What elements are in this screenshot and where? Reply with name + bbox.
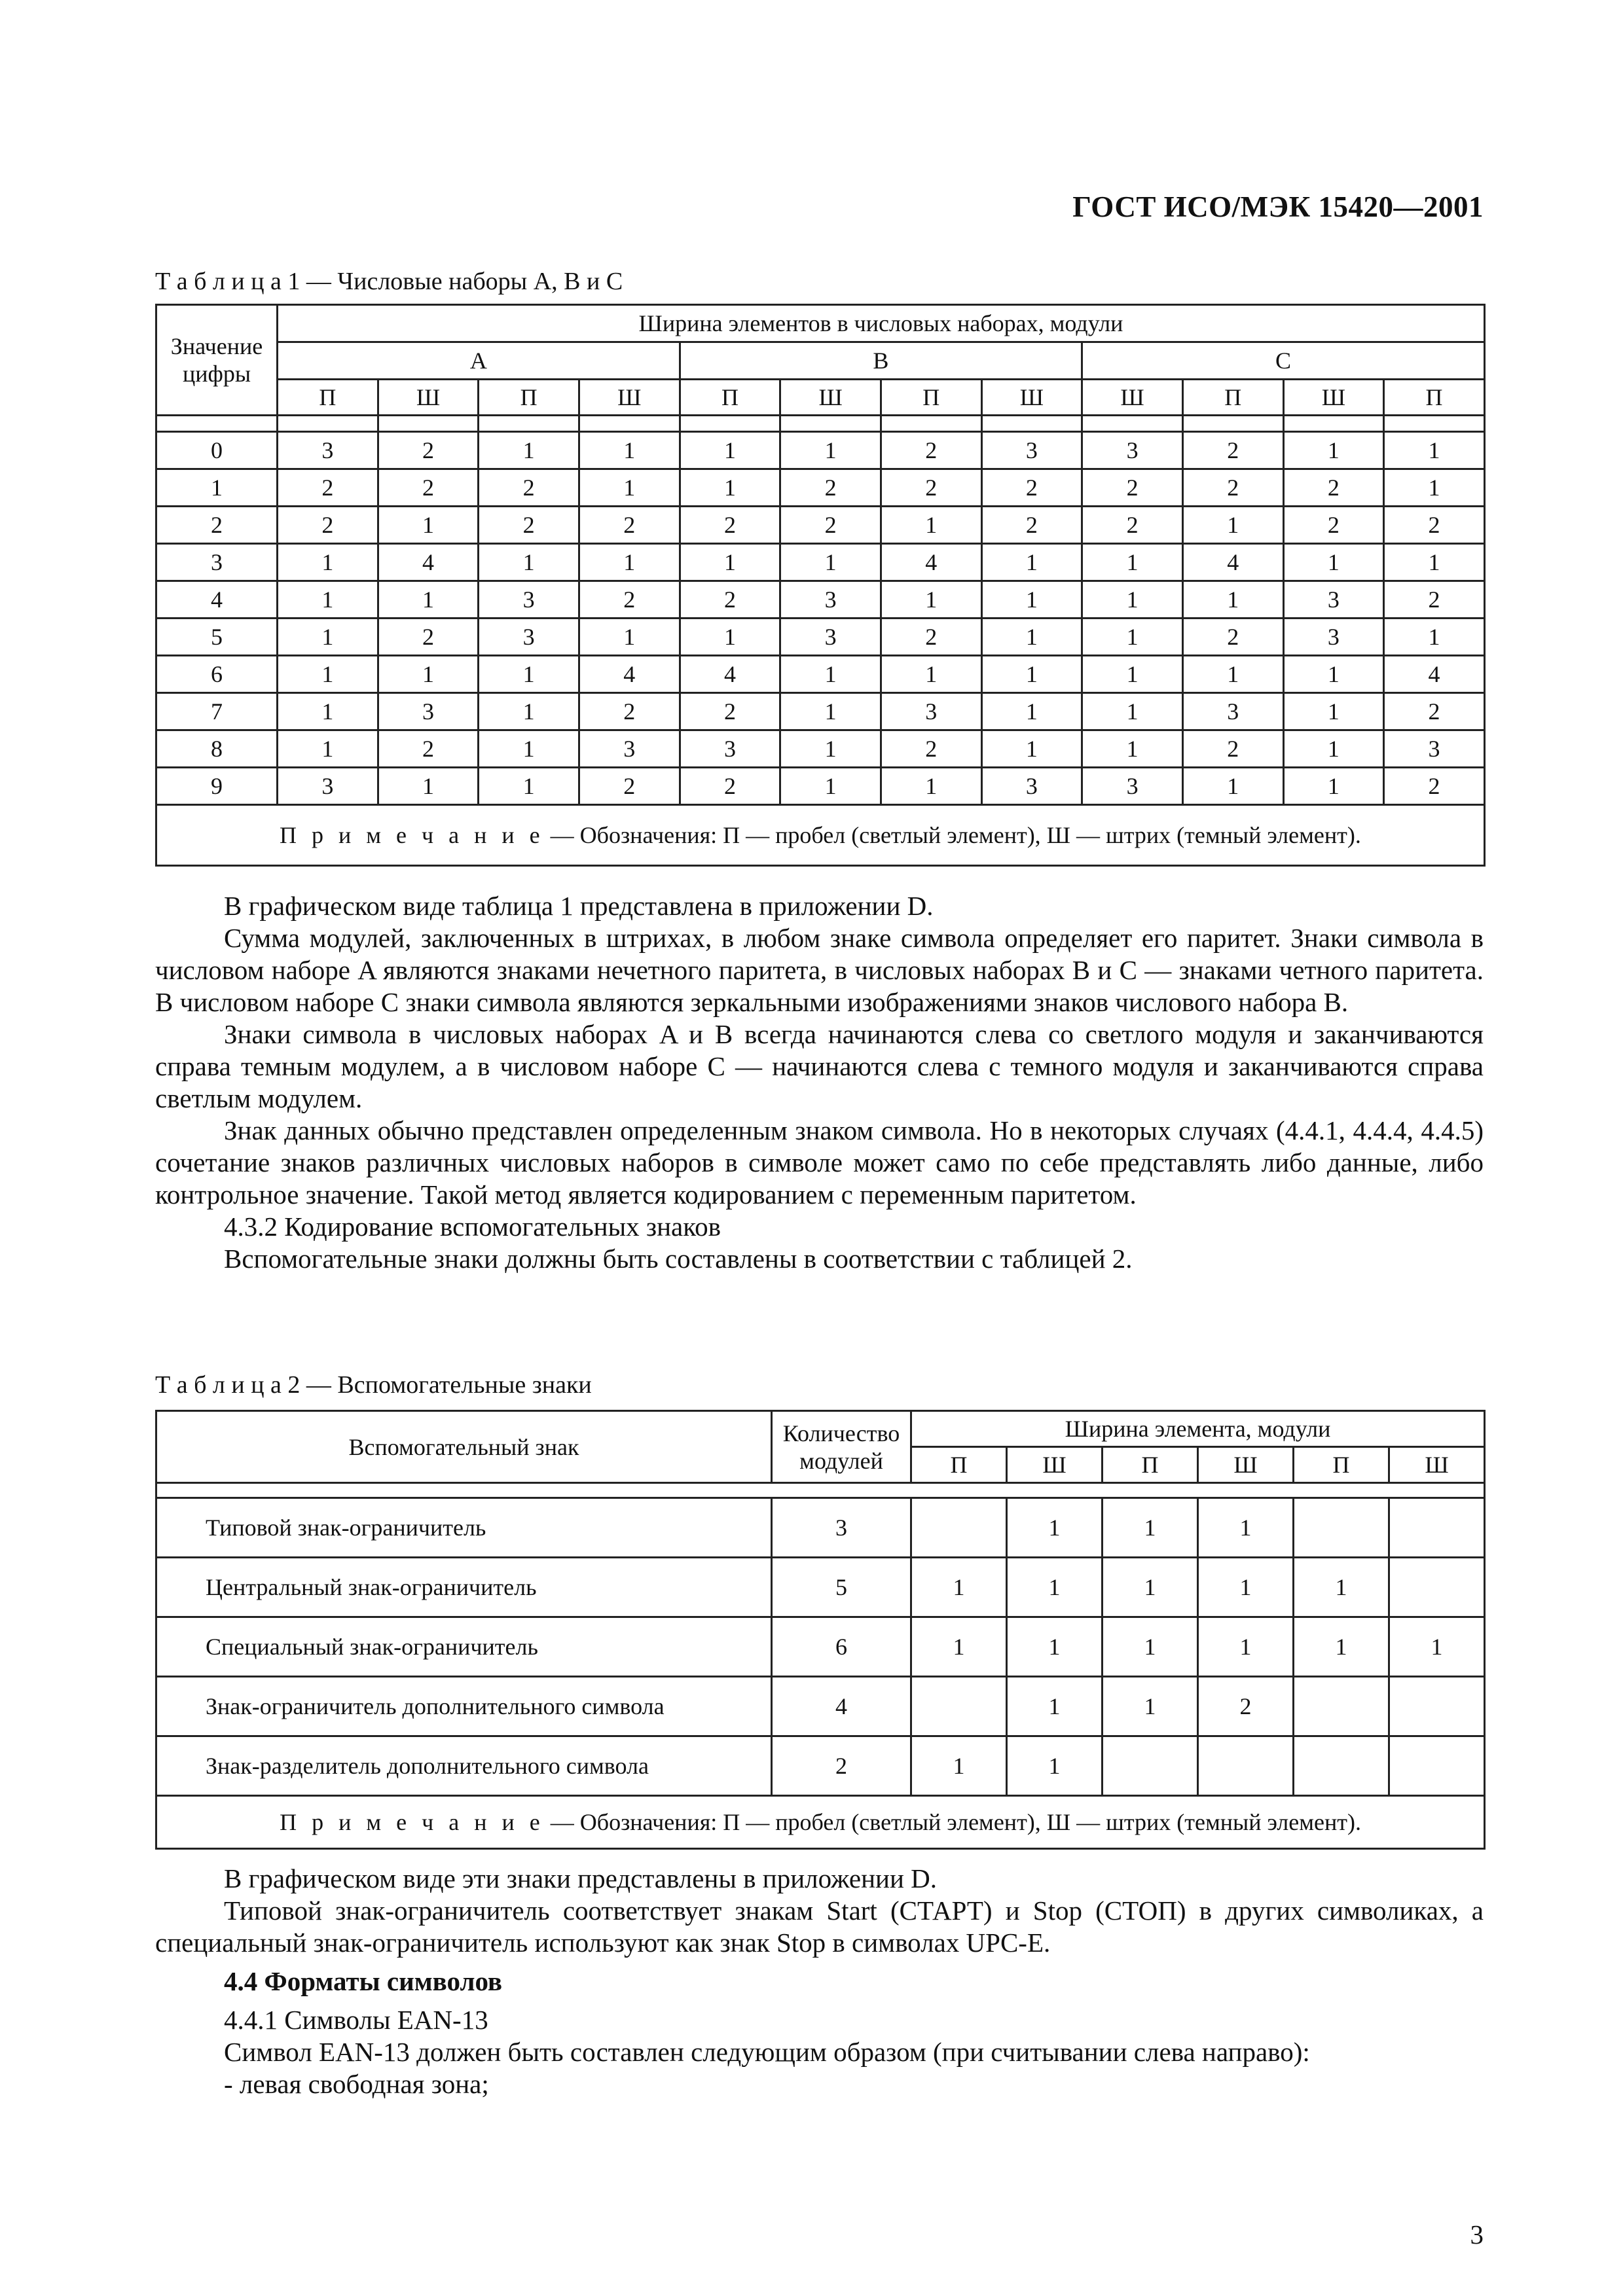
- table2-note: [156, 1796, 1485, 1849]
- table1-col-header: П: [1384, 380, 1485, 416]
- table1-cell: 3: [981, 768, 1082, 805]
- table1-col-header: П: [881, 380, 981, 416]
- table1-spacer: [156, 416, 278, 432]
- table-1: [155, 304, 1486, 867]
- table2-col-header: П: [1294, 1447, 1389, 1483]
- table2-width-cell: 1: [1198, 1498, 1294, 1558]
- table1-row: [156, 693, 1485, 730]
- table2-width-cell: 1: [1198, 1617, 1294, 1677]
- table1-cell: 2: [881, 730, 981, 768]
- table2-row: [156, 1558, 1485, 1617]
- table1-cell: 1: [1082, 544, 1183, 581]
- table1-cell: 1: [378, 581, 479, 619]
- table1-col-header: П: [479, 380, 579, 416]
- table1-cell: 3: [278, 432, 378, 469]
- table2-col-header: П: [1103, 1447, 1198, 1483]
- table1-cell: 3: [1283, 619, 1384, 656]
- table1-cell: 2: [780, 507, 881, 544]
- table2-col-count: Количество модулей: [772, 1411, 911, 1483]
- table1-cell: 2: [981, 469, 1082, 507]
- table2-note-row: [156, 1796, 1485, 1849]
- table1-cell: 2: [881, 619, 981, 656]
- table1-cell: 3: [981, 432, 1082, 469]
- table1-cell: 3: [1384, 730, 1485, 768]
- table2-sign-name: Специальный знак-ограничитель: [156, 1617, 772, 1677]
- table1-cell: 2: [479, 469, 579, 507]
- table1-cell: 1: [881, 768, 981, 805]
- paragraph: В графическом виде эти знаки представлены в приложении D.: [224, 1863, 938, 1893]
- table2-sign-name: Знак-ограничитель дополнительного символа: [156, 1677, 772, 1736]
- table1-cell: 2: [378, 619, 479, 656]
- table1-spacer: [981, 416, 1082, 432]
- table1-digit-cell: 0: [156, 432, 278, 469]
- table1-digit-cell: 5: [156, 619, 278, 656]
- table2-module-count: 4: [772, 1677, 911, 1736]
- table1-cell: 2: [579, 507, 680, 544]
- table1-cell: 1: [378, 768, 479, 805]
- table1-cell: 1: [579, 469, 680, 507]
- table2-width-cell: 1: [1007, 1736, 1103, 1796]
- table1-digit-cell: 3: [156, 544, 278, 581]
- table1-note-row: [156, 805, 1485, 866]
- table1-cell: 2: [1082, 507, 1183, 544]
- table2-module-count: 2: [772, 1736, 911, 1796]
- table1-cell: 3: [479, 581, 579, 619]
- table1-cell: 1: [278, 619, 378, 656]
- table1-cell: 1: [278, 581, 378, 619]
- table1-cell: 1: [1283, 432, 1384, 469]
- table1-col-header: Ш: [981, 380, 1082, 416]
- table2-width-cell: [1103, 1736, 1198, 1796]
- table1-row: [156, 619, 1485, 656]
- table1-cell: 1: [278, 656, 378, 693]
- table2-width-cell: 1: [1198, 1558, 1294, 1617]
- table1-cell: 3: [579, 730, 680, 768]
- table2-col-sign: Вспомогательный знак: [156, 1411, 772, 1483]
- table2-sign-name: Знак-разделитель дополнительного символа: [156, 1736, 772, 1796]
- table1-cell: 3: [780, 581, 881, 619]
- table1-digit-cell: 9: [156, 768, 278, 805]
- table1-cell: 1: [881, 507, 981, 544]
- table1-col-header: П: [278, 380, 378, 416]
- table1-cell: 1: [981, 581, 1082, 619]
- table1-cell: 4: [1384, 656, 1485, 693]
- table1-spacer: [1384, 416, 1485, 432]
- table1-cell: 1: [579, 544, 680, 581]
- table1-cell: 2: [378, 730, 479, 768]
- table1-cell: 3: [881, 693, 981, 730]
- table1-row: [156, 581, 1485, 619]
- table1-cell: 3: [378, 693, 479, 730]
- paragraph: Знаки символа в числовых наборах A и B всегда начинаются слева со светлого модуля и заканчиваются справа темным модулем, а в числовом наборе C — начинаются слева с темного модуля и заканчиваются справа светлым модулем.: [155, 1019, 1484, 1113]
- table1-cell: 1: [1182, 507, 1283, 544]
- table1-cell: 2: [1182, 432, 1283, 469]
- table1-cell: 2: [680, 507, 780, 544]
- table1-row: [156, 507, 1485, 544]
- table1-cell: 4: [579, 656, 680, 693]
- table1-cell: 2: [1182, 730, 1283, 768]
- table2-width-cell: 1: [911, 1617, 1007, 1677]
- page-number: 3: [1470, 2219, 1484, 2250]
- table1-cell: 1: [780, 693, 881, 730]
- table1-digit-cell: 4: [156, 581, 278, 619]
- table1-set-a: A: [278, 342, 680, 380]
- table2-width-cell: [1198, 1736, 1294, 1796]
- table2-col-header: П: [911, 1447, 1007, 1483]
- table1-cell: 1: [1384, 619, 1485, 656]
- table2-caption-text: 2 — Вспомогательные знаки: [281, 1371, 592, 1399]
- table1-cell: 1: [981, 619, 1082, 656]
- table1-cell: 1: [479, 544, 579, 581]
- table1-cell: 2: [479, 507, 579, 544]
- paragraph: Сумма модулей, заключенных в штрихах, в любом знаке символа определяет его паритет. Знаки символа в числовом наборе A являются знаками нечетного паритета, в числовых наборах B и C — знаками четного паритета. В числовом наборе C знаки символа являются зеркальными изображениями знаков числового набора B.: [155, 923, 1484, 1017]
- table1-cell: 1: [1082, 619, 1183, 656]
- list-item: - левая свободная зона;: [224, 2069, 489, 2099]
- paragraph: Символ EAN-13 должен быть составлен следующим образом (при считывании слева направо):: [224, 2037, 1310, 2067]
- table1-cell: 1: [479, 730, 579, 768]
- table1-cell: 2: [579, 768, 680, 805]
- table2-col-header: Ш: [1007, 1447, 1103, 1483]
- table1-cell: 1: [780, 730, 881, 768]
- table1-cell: 2: [1384, 768, 1485, 805]
- table1-group-header: Ширина элементов в числовых наборах, модули: [278, 305, 1485, 342]
- table1-cell: 1: [1283, 656, 1384, 693]
- table2-width-cell: [1294, 1677, 1389, 1736]
- table1-spacer: [1082, 416, 1183, 432]
- table1-cell: 1: [1384, 544, 1485, 581]
- table1-cell: 1: [378, 507, 479, 544]
- paragraph: Вспомогательные знаки должны быть составлены в соответствии с таблицей 2.: [224, 1244, 1133, 1274]
- table1-cell: 3: [1082, 432, 1183, 469]
- table1-cell: 1: [780, 656, 881, 693]
- table2-col-header: Ш: [1389, 1447, 1485, 1483]
- table1-row: [156, 469, 1485, 507]
- table2-caption-lead: Т а б л и ц а: [155, 1371, 282, 1399]
- table1-cell: 1: [981, 656, 1082, 693]
- table1-cell: 1: [1082, 581, 1183, 619]
- section-heading: 4.4 Форматы символов: [224, 1966, 503, 1996]
- table1-cell: 1: [1384, 469, 1485, 507]
- table1-cell: 2: [780, 469, 881, 507]
- table1-cell: 1: [278, 544, 378, 581]
- table1-cell: 2: [1384, 693, 1485, 730]
- table1-cell: 2: [1082, 469, 1183, 507]
- table2-row: [156, 1736, 1485, 1796]
- table2-module-count: 6: [772, 1617, 911, 1677]
- table1-cell: 2: [881, 469, 981, 507]
- table1-cell: 1: [881, 656, 981, 693]
- table1-cell: 1: [780, 432, 881, 469]
- table1-cell: 1: [680, 432, 780, 469]
- table1-spacer: [378, 416, 479, 432]
- paragraph: Знак данных обычно представлен определенным знаком символа. Но в некоторых случаях (4.4.1, 4.4.4, 4.4.5) сочетание знаков различных числовых наборов в символе может само по себе представлять либо данные, либо контрольное значение. Такой метод является кодированием с переменным паритетом.: [155, 1115, 1484, 1210]
- table1-caption: [155, 267, 623, 296]
- table1-cell: 1: [579, 432, 680, 469]
- table2-width-cell: 1: [1103, 1498, 1198, 1558]
- body-text-1: [155, 890, 1484, 1275]
- table1-cell: 2: [278, 469, 378, 507]
- table1-cell: 2: [1384, 581, 1485, 619]
- table1-cell: 2: [680, 693, 780, 730]
- table2-sign-name: Центральный знак-ограничитель: [156, 1558, 772, 1617]
- table2-width-cell: [1389, 1558, 1485, 1617]
- table1-cell: 2: [1182, 619, 1283, 656]
- table1-cell: 1: [680, 469, 780, 507]
- table1-cell: 1: [680, 544, 780, 581]
- table1-caption-text: 1 — Числовые наборы A, B и C: [281, 268, 623, 295]
- table1-cell: 3: [680, 730, 780, 768]
- table1-cell: 4: [881, 544, 981, 581]
- table1-cell: 1: [981, 544, 1082, 581]
- paragraph: Типовой знак-ограничитель соответствует знакам Start (СТАРТ) и Stop (СТОП) в других символиках, а специальный знак-ограничитель используют как знак Stop в символах UPC-E.: [155, 1895, 1484, 1958]
- table2-width-cell: [911, 1498, 1007, 1558]
- table2-width-cell: 1: [1389, 1617, 1485, 1677]
- table1-cell: 1: [881, 581, 981, 619]
- table1-note-text: — Обозначения: П — пробел (светлый элемент), Ш — штрих (темный элемент).: [544, 822, 1361, 848]
- table1-spacer: [780, 416, 881, 432]
- table1-cell: 1: [1182, 581, 1283, 619]
- table1-cell: 3: [1182, 693, 1283, 730]
- table1-digit-cell: 1: [156, 469, 278, 507]
- table1-cell: 1: [1082, 656, 1183, 693]
- table2-width-cell: [1294, 1736, 1389, 1796]
- table2-width-cell: 1: [1007, 1498, 1103, 1558]
- table1-cell: 1: [780, 768, 881, 805]
- table1-cell: 1: [1384, 432, 1485, 469]
- table2-width-cell: [1294, 1498, 1389, 1558]
- table1-cell: 1: [1182, 656, 1283, 693]
- table2-row: [156, 1617, 1485, 1677]
- table1-row: [156, 656, 1485, 693]
- table1-row: [156, 768, 1485, 805]
- table1-digit-cell: 6: [156, 656, 278, 693]
- table1-cell: 1: [1182, 768, 1283, 805]
- table1-col-header: Ш: [1082, 380, 1183, 416]
- table1-digit-cell: 2: [156, 507, 278, 544]
- table1-cell: 2: [1182, 469, 1283, 507]
- table1-cell: 1: [1082, 693, 1183, 730]
- table1-cell: 1: [1283, 730, 1384, 768]
- table1-spacer: [1182, 416, 1283, 432]
- table1-cell: 2: [1283, 469, 1384, 507]
- table1-spacer: [479, 416, 579, 432]
- table2-width-cell: [911, 1677, 1007, 1736]
- table1-cell: 1: [1283, 693, 1384, 730]
- subsection-title: 4.3.2 Кодирование вспомогательных знаков: [224, 1211, 721, 1242]
- table2-width-cell: 1: [1103, 1558, 1198, 1617]
- table1-cell: 1: [680, 619, 780, 656]
- table1-cell: 2: [378, 469, 479, 507]
- table1-cell: 1: [378, 656, 479, 693]
- table1-cell: 3: [1082, 768, 1183, 805]
- table1-cell: 1: [479, 656, 579, 693]
- table1-cell: 1: [479, 768, 579, 805]
- table1-cell: 1: [780, 544, 881, 581]
- table1-cell: 3: [1283, 581, 1384, 619]
- table2-width-cell: 1: [1007, 1558, 1103, 1617]
- table1-cell: 2: [981, 507, 1082, 544]
- table1-set-b: B: [680, 342, 1082, 380]
- table1-row: [156, 730, 1485, 768]
- table1-cell: 4: [1182, 544, 1283, 581]
- table1-cell: 1: [1283, 544, 1384, 581]
- paragraph: В графическом виде таблица 1 представлена в приложении D.: [224, 891, 934, 921]
- table2-caption: [155, 1371, 592, 1399]
- table1-cell: 1: [981, 730, 1082, 768]
- table1-col-header: П: [1182, 380, 1283, 416]
- table1-cell: 2: [378, 432, 479, 469]
- table1-cell: 2: [579, 581, 680, 619]
- table2-width-cell: 1: [1103, 1617, 1198, 1677]
- table1-cell: 2: [1283, 507, 1384, 544]
- table1-cell: 2: [881, 432, 981, 469]
- table1-cell: 2: [1384, 507, 1485, 544]
- table1-note-lead: П р и м е ч а н и е: [280, 822, 545, 848]
- table1-cell: 1: [278, 693, 378, 730]
- subsection-title: 4.4.1 Символы EAN-13: [224, 2005, 488, 2035]
- table2-module-count: 5: [772, 1558, 911, 1617]
- body-text-2: [155, 1863, 1484, 2100]
- table1-cell: 2: [278, 507, 378, 544]
- table1-row: [156, 544, 1485, 581]
- table1-spacer: [579, 416, 680, 432]
- table1-cell: 1: [479, 693, 579, 730]
- table1-cell: 1: [1283, 768, 1384, 805]
- table1-cell: 2: [680, 581, 780, 619]
- table1-cell: 1: [479, 432, 579, 469]
- table2-group-header: Ширина элемента, модули: [911, 1411, 1485, 1447]
- table2-width-cell: 1: [911, 1558, 1007, 1617]
- table1-col-header: Ш: [1283, 380, 1384, 416]
- table2-col-header: Ш: [1198, 1447, 1294, 1483]
- table2-row: [156, 1677, 1485, 1736]
- table2-width-cell: 1: [1007, 1617, 1103, 1677]
- table1-spacer: [1283, 416, 1384, 432]
- table1-row-header: Значение цифры: [156, 305, 278, 416]
- table1-cell: 4: [680, 656, 780, 693]
- table1-cell: 2: [579, 693, 680, 730]
- table1-cell: 4: [378, 544, 479, 581]
- table2-width-cell: 2: [1198, 1677, 1294, 1736]
- table2-width-cell: [1389, 1677, 1485, 1736]
- table1-caption-lead: Т а б л и ц а: [155, 268, 282, 295]
- table2-width-cell: 1: [1007, 1677, 1103, 1736]
- table1-cell: 1: [1082, 730, 1183, 768]
- table2-row: [156, 1498, 1485, 1558]
- table1-cell: 1: [981, 693, 1082, 730]
- table2-note-lead: П р и м е ч а н и е: [280, 1809, 545, 1835]
- table-2: [155, 1410, 1486, 1850]
- table1-cell: 2: [680, 768, 780, 805]
- table2-width-cell: 1: [911, 1736, 1007, 1796]
- document-header: ГОСТ ИСО/МЭК 15420—2001: [1072, 190, 1484, 223]
- table1-col-header: Ш: [579, 380, 680, 416]
- table1-col-header: Ш: [780, 380, 881, 416]
- table2-width-cell: 1: [1294, 1558, 1389, 1617]
- table2-sign-name: Типовой знак-ограничитель: [156, 1498, 772, 1558]
- table1-cell: 1: [579, 619, 680, 656]
- table2-width-cell: [1389, 1736, 1485, 1796]
- table1-cell: 3: [278, 768, 378, 805]
- table1-col-header: Ш: [378, 380, 479, 416]
- table1-digit-cell: 7: [156, 693, 278, 730]
- table1-cell: 1: [278, 730, 378, 768]
- table1-set-c: C: [1082, 342, 1485, 380]
- table1-cell: 3: [780, 619, 881, 656]
- table1-cell: 3: [479, 619, 579, 656]
- table1-digit-cell: 8: [156, 730, 278, 768]
- table1-col-header: П: [680, 380, 780, 416]
- table1-spacer: [278, 416, 378, 432]
- table2-width-cell: 1: [1103, 1677, 1198, 1736]
- table2-width-cell: 1: [1294, 1617, 1389, 1677]
- table2-module-count: 3: [772, 1498, 911, 1558]
- table1-note: [156, 805, 1485, 866]
- table1-row: [156, 432, 1485, 469]
- table1-spacer: [680, 416, 780, 432]
- table2-note-text: — Обозначения: П — пробел (светлый элемент), Ш — штрих (темный элемент).: [544, 1809, 1361, 1835]
- table2-width-cell: [1389, 1498, 1485, 1558]
- table1-spacer: [881, 416, 981, 432]
